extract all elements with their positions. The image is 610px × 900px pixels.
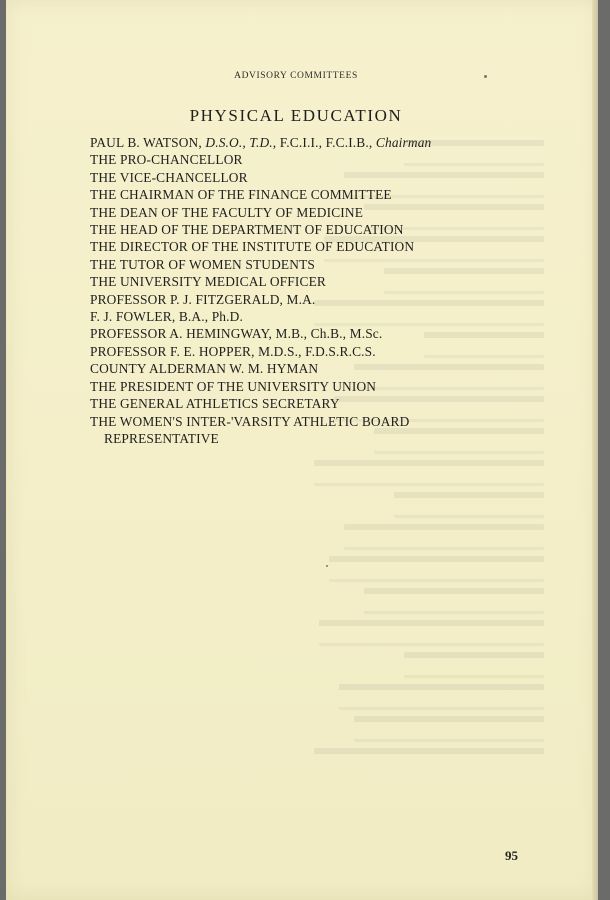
member-entry: COUNTY ALDERMAN W. M. HYMAN	[90, 361, 319, 377]
paper-speck	[484, 75, 487, 78]
member-entry: THE DEAN OF THE FACULTY OF MEDICINE	[90, 204, 364, 220]
member-entry: PROFESSOR F. E. HOPPER, M.D.S., F.D.S.R.C.S.	[90, 343, 376, 359]
member-entry: THE PRO-CHANCELLOR	[90, 152, 243, 168]
member-entry: THE TUTOR OF WOMEN STUDENTS	[90, 256, 316, 272]
member-entry: THE WOMEN'S INTER-'VARSITY ATHLETIC BOARD	[90, 413, 410, 429]
running-head: ADVISORY COMMITTEES	[234, 71, 358, 81]
member-entry: THE HEAD OF THE DEPARTMENT OF EDUCATION	[90, 222, 404, 238]
member-entry: F. J. FOWLER, B.A., Ph.D.	[90, 309, 243, 325]
member-entry: THE DIRECTOR OF THE INSTITUTE OF EDUCATION	[90, 239, 415, 255]
page-number: 95	[505, 848, 518, 863]
member-entry-continuation: REPRESENTATIVE	[104, 430, 219, 446]
chairman-name: PAUL B. WATSON,	[90, 135, 202, 150]
document-page	[6, 0, 598, 900]
paper-speck	[326, 565, 328, 567]
page-edge	[592, 0, 598, 900]
chairman-entry	[90, 134, 570, 151]
chairman-qualifications: F.C.I.I., F.C.I.B.,	[279, 135, 373, 150]
member-entry: PROFESSOR A. HEMINGWAY, M.B., Ch.B., M.Sc.	[90, 326, 383, 342]
member-entry: THE VICE-CHANCELLOR	[90, 169, 248, 185]
committee-member-list	[90, 134, 570, 447]
member-entry: THE UNIVERSITY MEDICAL OFFICER	[90, 274, 326, 290]
chairman-role: Chairman	[375, 135, 432, 150]
member-entry: PROFESSOR P. J. FITZGERALD, M.A.	[90, 291, 316, 307]
member-entry: THE CHAIRMAN OF THE FINANCE COMMITTEE	[90, 187, 392, 203]
member-entry: THE PRESIDENT OF THE UNIVERSITY UNION	[90, 378, 377, 394]
committee-title: PHYSICAL EDUCATION	[189, 106, 403, 125]
chairman-honours: D.S.O., T.D.,	[205, 135, 277, 150]
member-entry: THE GENERAL ATHLETICS SECRETARY	[90, 396, 340, 412]
